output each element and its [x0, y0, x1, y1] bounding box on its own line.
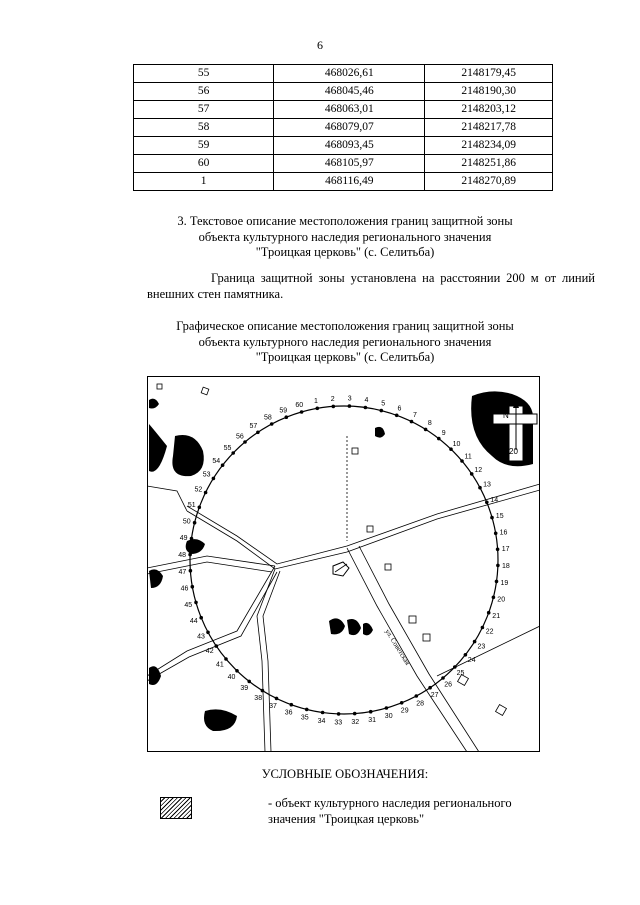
boundary-point-marker: [290, 703, 294, 707]
table-cell: 468045,46: [274, 83, 425, 101]
boundary-point-marker: [212, 477, 216, 481]
table-cell: 468079,07: [274, 119, 425, 137]
boundary-point-label: 18: [502, 563, 510, 571]
page-number: 6: [317, 38, 323, 52]
table-row: [134, 83, 553, 101]
heading-line: объекта культурного наследия регионального значения: [198, 334, 492, 349]
boundary-point-marker: [395, 414, 399, 418]
boundary-point-marker: [305, 708, 309, 712]
boundary-point-label: 56: [236, 433, 244, 441]
boundary-point-marker: [270, 422, 274, 426]
boundary-point-label: 19: [500, 580, 509, 587]
boundary-point-marker: [261, 689, 265, 693]
boundary-point-marker: [188, 553, 192, 557]
boundary-point-label: 16: [499, 529, 508, 537]
table-cell: 468063,01: [274, 101, 425, 119]
table-cell: 59: [134, 137, 274, 155]
boundary-point-marker: [247, 680, 251, 684]
table-cell: 2148234,09: [425, 137, 553, 155]
boundary-point-marker: [380, 409, 384, 413]
boundary-point-marker: [204, 491, 208, 495]
boundary-point-marker: [285, 415, 289, 419]
boundary-point-label: 43: [197, 633, 205, 641]
street-label: ул. Советская: [383, 627, 412, 667]
boundary-point-label: 38: [254, 694, 263, 702]
table-row: [134, 173, 553, 191]
boundary-point-marker: [410, 420, 414, 424]
section-3-heading: [0, 214, 640, 261]
boundary-point-marker: [231, 451, 235, 455]
table-cell: 2148190,30: [425, 83, 553, 101]
boundary-point-marker: [496, 548, 500, 552]
boundary-point-label: 42: [205, 648, 214, 656]
boundary-point-marker: [400, 701, 404, 705]
boundary-point-marker: [243, 440, 247, 444]
legend-title: УСЛОВНЫЕ ОБОЗНАЧЕНИЯ:: [261, 767, 429, 781]
boundary-point-label: 22: [485, 628, 494, 636]
boundary-point-label: 48: [178, 551, 186, 559]
table-cell: 468026,61: [274, 65, 425, 83]
site-map-drawing: [147, 376, 540, 752]
table-cell: 60: [134, 155, 274, 173]
heading-line: "Троицкая церковь" (с. Селитьба): [255, 245, 435, 259]
boundary-point-label: 52: [194, 486, 203, 494]
legend-line: значения "Троицкая церковь": [268, 812, 425, 826]
boundary-point-label: 30: [384, 713, 393, 721]
boundary-point-marker: [316, 407, 320, 411]
boundary-point-label: 46: [180, 585, 189, 593]
boundary-point-marker: [485, 501, 489, 505]
boundary-point-marker: [364, 406, 368, 410]
boundary-point-label: 6: [397, 405, 402, 413]
boundary-point-label: 13: [483, 481, 491, 489]
boundary-point-marker: [194, 601, 198, 605]
boundary-point-marker: [224, 657, 228, 661]
boundary-point-marker: [481, 626, 485, 630]
boundary-point-marker: [199, 616, 203, 620]
boundary-point-marker: [487, 611, 491, 615]
table-cell: 1: [134, 173, 274, 191]
boundary-point-marker: [348, 404, 352, 408]
boundary-point-marker: [206, 631, 210, 635]
table-row: [134, 119, 553, 137]
boundary-point-label: 36: [284, 709, 293, 717]
boundary-point-marker: [275, 697, 279, 701]
boundary-point-label: 5: [381, 400, 386, 408]
boundary-point-marker: [494, 532, 498, 536]
table-cell: 57: [134, 101, 274, 119]
table-row: [134, 101, 553, 119]
boundary-point-label: 49: [179, 535, 188, 542]
table-cell: 58: [134, 119, 274, 137]
boundary-point-marker: [337, 712, 341, 716]
boundary-point-label: 7: [413, 411, 417, 419]
table-cell: 2148179,45: [425, 65, 553, 83]
boundary-point-label: 12: [474, 466, 483, 474]
table-row: [134, 155, 553, 173]
boundary-point-marker: [385, 706, 389, 710]
table-row: [134, 137, 553, 155]
boundary-point-marker: [473, 640, 477, 644]
boundary-point-label: 14: [490, 496, 499, 504]
boundary-point-label: 1: [313, 398, 318, 405]
boundary-point-marker: [478, 486, 482, 490]
boundary-point-label: 59: [279, 407, 288, 415]
table-cell: 56: [134, 83, 274, 101]
boundary-point-label: 45: [184, 602, 193, 610]
boundary-point-marker: [428, 686, 432, 690]
boundary-point-label: 26: [444, 681, 452, 689]
boundary-point-marker: [321, 711, 325, 715]
boundary-point-marker: [353, 712, 357, 716]
boundary-point-label: 15: [495, 512, 504, 520]
boundary-point-label: 47: [178, 568, 187, 576]
table-cell: 55: [134, 65, 274, 83]
graphic-description-heading: [0, 319, 640, 366]
boundary-point-label: 20: [497, 596, 506, 604]
boundary-point-marker: [441, 676, 445, 680]
boundary-point-label: 9: [441, 429, 446, 437]
boundary-point-marker: [460, 459, 464, 463]
legend-line: - объект культурного наследия регионального: [268, 796, 512, 810]
boundary-point-marker: [189, 569, 193, 573]
boundary-point-marker: [415, 694, 419, 698]
boundary-point-label: 57: [249, 423, 258, 431]
heading-line: объекта культурного наследия регионального значения: [198, 229, 492, 244]
table-cell: 468093,45: [274, 137, 425, 155]
boundary-point-marker: [496, 564, 500, 568]
boundary-point-label: 23: [477, 643, 486, 651]
heritage-object-hatch-icon: [160, 797, 192, 819]
heading-line: Графическое описание местоположения границ защитной зоны: [176, 319, 514, 333]
boundary-point-label: 24: [467, 657, 476, 665]
boundary-point-label: 35: [300, 714, 309, 722]
boundary-point-marker: [332, 405, 336, 409]
table-cell: 2148270,89: [425, 173, 553, 191]
table-cell: 2148203,12: [425, 101, 553, 119]
boundary-point-marker: [193, 521, 197, 525]
boundary-point-label: 55: [223, 445, 232, 452]
boundary-point-label: 40: [227, 674, 236, 681]
boundary-point-marker: [369, 710, 373, 714]
boundary-point-label: 28: [416, 700, 424, 708]
boundary-point-marker: [256, 431, 260, 435]
boundary-point-label: 39: [240, 685, 249, 693]
boundary-point-label: 29: [400, 707, 409, 715]
boundary-point-marker: [492, 596, 496, 600]
boundary-point-label: 11: [464, 453, 472, 461]
legend-text: [268, 795, 548, 827]
boundary-point-marker: [464, 653, 468, 657]
boundary-point-label: 34: [317, 717, 326, 725]
boundary-point-marker: [190, 537, 194, 541]
boundary-point-label: 41: [216, 661, 224, 669]
table-cell: 2148251,86: [425, 155, 553, 173]
heading-line: "Троицкая церковь" (с. Селитьба): [255, 350, 435, 364]
boundary-point-label: 58: [264, 414, 272, 422]
boundary-point-label: 8: [427, 420, 432, 428]
table-cell: 468105,97: [274, 155, 425, 173]
boundary-point-marker: [470, 472, 474, 476]
boundary-point-label: 4: [364, 397, 369, 405]
table-cell: 2148217,78: [425, 119, 553, 137]
boundary-point-label: 21: [492, 612, 501, 620]
boundary-point-marker: [235, 669, 239, 673]
boundary-point-label: 10: [452, 441, 461, 448]
boundary-point-label: 60: [295, 401, 304, 409]
boundary-point-label: 50: [182, 518, 191, 526]
boundary-point-marker: [495, 580, 499, 584]
boundary-point-label: 32: [351, 719, 360, 727]
site-map: [147, 376, 540, 752]
boundary-point-label: 17: [501, 546, 510, 554]
zone-description-paragraph: Граница защитной зоны установлена на расстоянии 200 м от линий внешних стен памятника.: [147, 271, 595, 301]
boundary-point-label: 31: [368, 717, 376, 724]
boundary-point-marker: [300, 410, 304, 414]
boundary-point-label: 44: [189, 618, 198, 626]
boundary-point-label: 3: [347, 395, 352, 403]
boundary-point-marker: [437, 437, 441, 441]
boundary-point-marker: [215, 644, 219, 648]
boundary-point-marker: [191, 585, 195, 589]
coordinates-table: [133, 64, 553, 191]
boundary-point-marker: [453, 665, 457, 669]
scale-label: 20: [509, 447, 518, 456]
boundary-point-label: 37: [269, 703, 277, 711]
boundary-point-label: 53: [202, 471, 211, 479]
boundary-point-marker: [198, 506, 202, 510]
boundary-point-label: 33: [334, 719, 343, 727]
boundary-point-label: 54: [212, 457, 221, 465]
boundary-point-marker: [221, 463, 225, 467]
north-label: N: [503, 411, 509, 420]
boundary-point-label: 27: [430, 691, 439, 699]
boundary-point-label: 25: [456, 670, 465, 677]
boundary-point-marker: [424, 428, 428, 432]
heading-line: 3. Текстовое описание местоположения границ защитной зоны: [177, 214, 513, 228]
boundary-point-label: 51: [187, 502, 196, 510]
table-cell: 468116,49: [274, 173, 425, 191]
boundary-point-label: 2: [330, 395, 335, 403]
boundary-point-marker: [490, 516, 494, 520]
table-row: [134, 65, 553, 83]
